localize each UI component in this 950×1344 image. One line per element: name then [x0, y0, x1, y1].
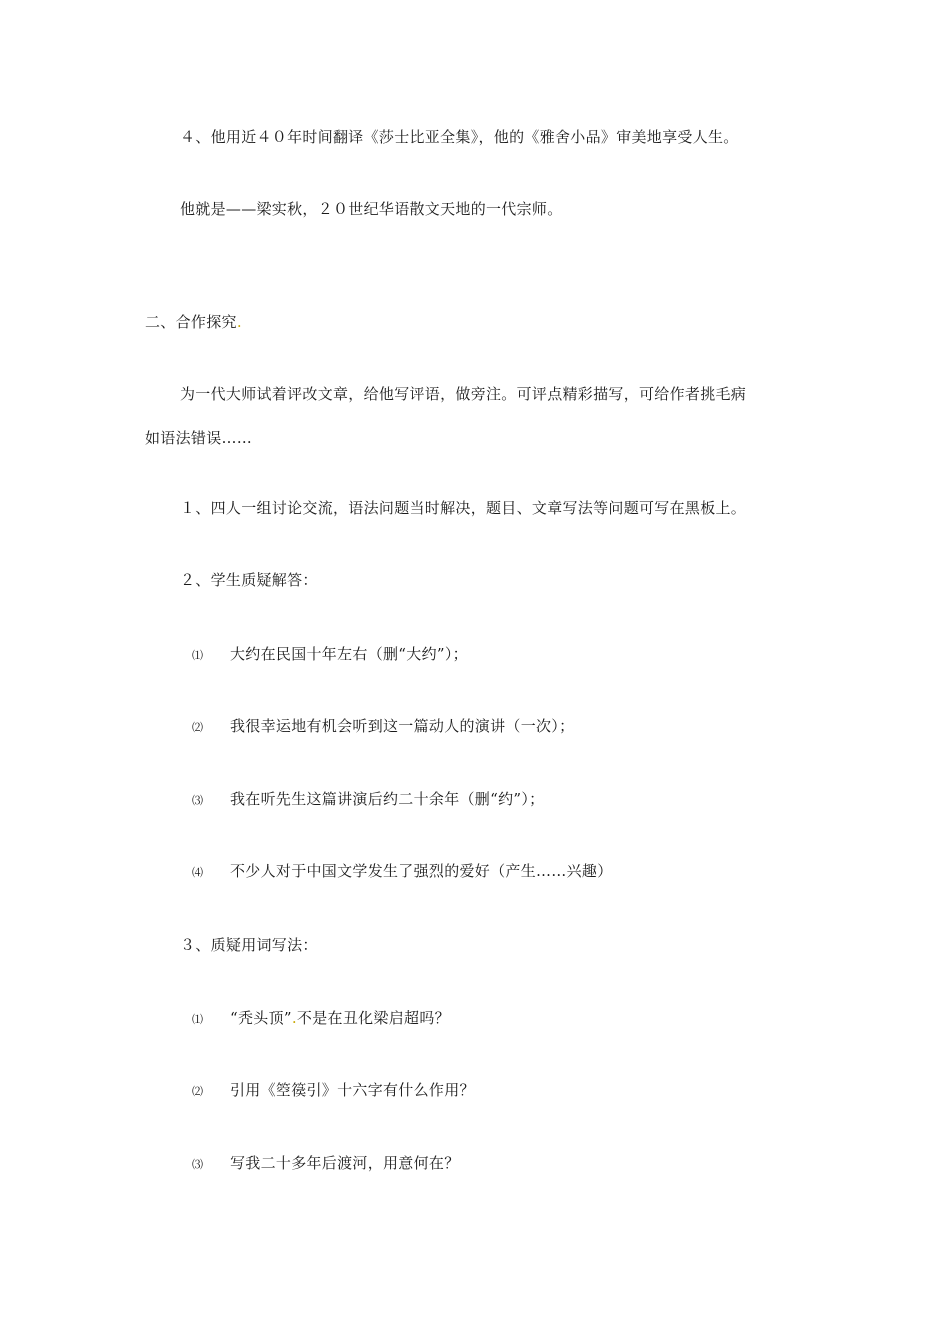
question-item [192, 1008, 450, 1030]
step-3: ３、质疑用词写法： [180, 936, 318, 954]
question-text: 引用《箜篌引》十六字有什么作用？ [230, 1081, 475, 1099]
question-text: 写我二十多年后渡河，用意何在？ [230, 1154, 460, 1172]
intro-conclusion: 他就是——梁实秋，２０世纪华语散文天地的一代宗师。 [180, 200, 563, 218]
answer-text: 我很幸运地有机会听到这一篇动人的演讲（一次）； [230, 717, 575, 735]
answer-number: ⑶ [192, 794, 204, 807]
question-number: ⑶ [192, 1158, 204, 1171]
answer-item [192, 716, 574, 738]
step-1: １、四人一组讨论交流，语法问题当时解决，题目、文章写法等问题可写在黑板上。 [180, 499, 747, 517]
question-item [192, 1080, 475, 1102]
answer-item [192, 861, 613, 883]
step-2: ２、学生质疑解答： [180, 571, 318, 589]
question-number: ⑴ [192, 1013, 204, 1026]
question-item [192, 1153, 460, 1175]
instruction-line-2: 如语法错误…… [145, 429, 253, 447]
section-heading [145, 312, 242, 332]
answer-number: ⑵ [192, 721, 204, 734]
answer-item [192, 789, 544, 811]
instruction-line-1: 为一代大师试着评改文章，给他写评语，做旁注。可评点精彩描写，可给作者挑毛病 [180, 385, 747, 403]
answer-number: ⑴ [192, 649, 204, 662]
answer-text: 大约在民国十年左右（删“大约”）； [230, 645, 468, 663]
answer-text: 我在听先生这篇讲演后约二十余年（删“约”）； [230, 790, 545, 808]
answer-item [192, 644, 468, 666]
annotation-mark: . [291, 1009, 297, 1027]
answer-number: ⑷ [192, 866, 204, 879]
question-text: 不是在丑化梁启超吗？ [296, 1009, 450, 1027]
section-heading-text: 二、合作探究 [145, 313, 237, 331]
question-text-quote: “秃头顶” [230, 1009, 292, 1027]
question-number: ⑵ [192, 1085, 204, 1098]
intro-item-4: ４、他用近４０年时间翻译《莎士比亚全集》，他的《雅舍小品》审美地享受人生。 [180, 128, 739, 146]
answer-text: 不少人对于中国文学发生了强烈的爱好（产生……兴趣） [230, 862, 613, 880]
annotation-mark: . [236, 313, 242, 331]
